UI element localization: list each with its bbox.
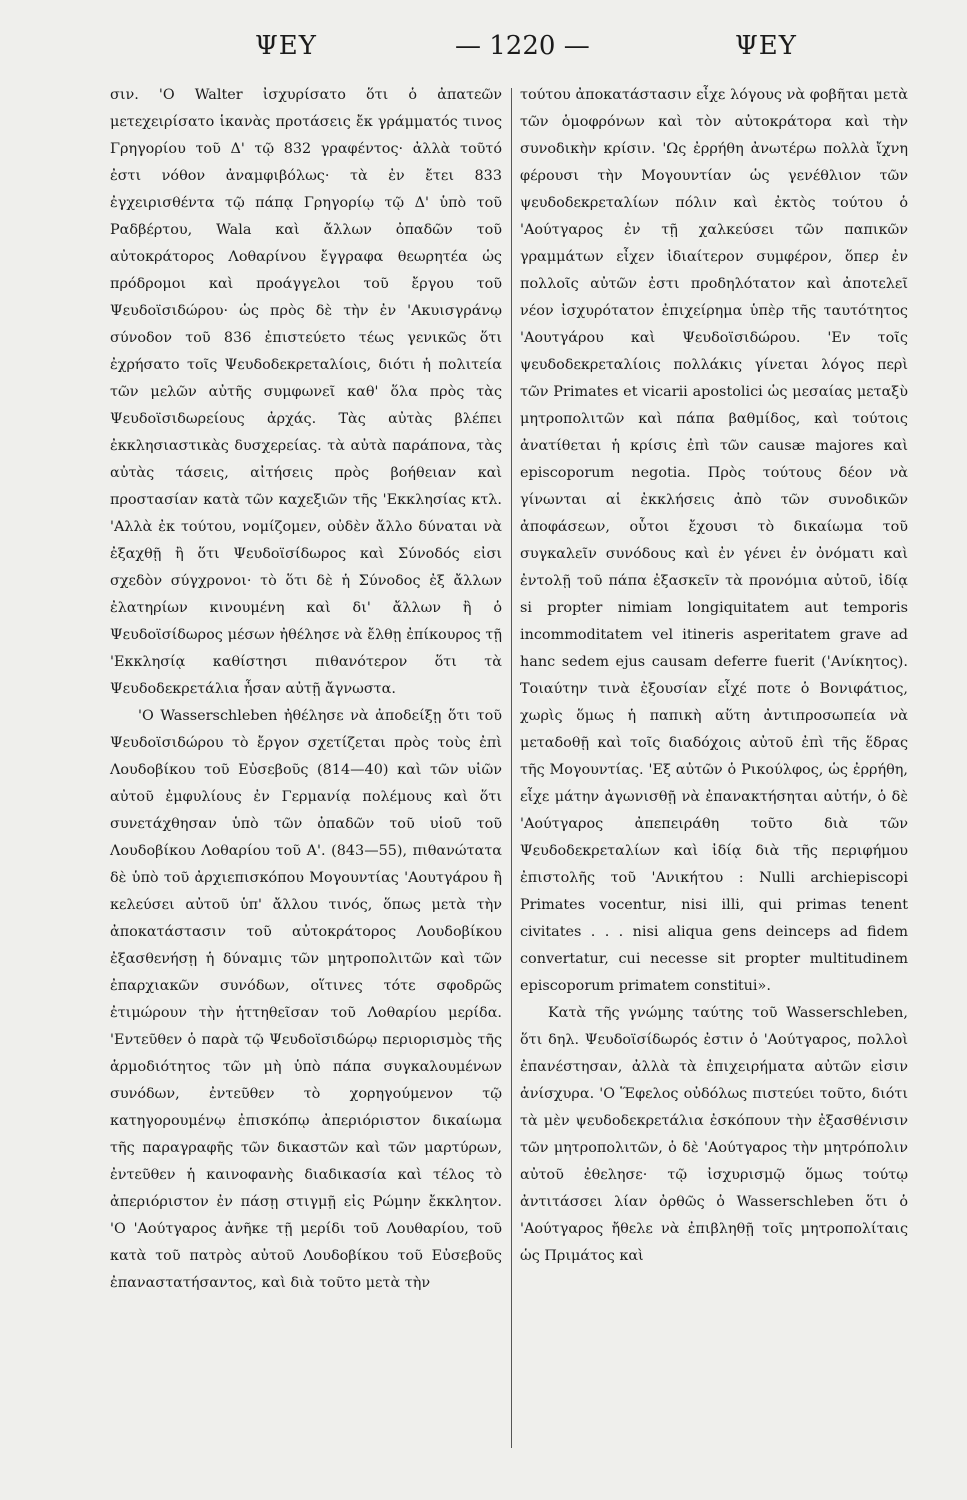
left-paragraph-1: σιν. 'Ο Walter ἰσχυρίσατο ὅτι ὁ ἀπατεῶν μετεχειρίσατο ἱκανὰς προτάσεις ἔκ γράμματός τινος Γρηγορίου τοῦ Δ' τῷ 832 γραφέντος· ἀλλὰ τοῦτό ἐστι νόθον ἀναμφιβόλως· τὰ ἐν ἔτει 833 ἐγχειρισθέντα τῷ πάπᾳ Γρηγορίῳ τῷ Δ' ὑπὸ τοῦ Ραδβέρτου, Wala καὶ ἄλλων ὀπαδῶν τοῦ αὐτοκράτορος Λοθαρίνου ἔγγραφα θεωρητέα ὡς πρόδρομοι καὶ προάγγελοι τοῦ ἔργου τοῦ Ψευδοϊσιδώρου· ὡς πρὸς δὲ τὴν ἐν 'Ακυισγράνῳ σύνοδον τοῦ 836 ἐπιστεύετο τέως γενικῶς ὅτι ἐχρήσατο τοῖς Ψευδοδεκρεταλίοις, διότι ἡ πολιτεία τῶν μελῶν αὐτῆς συμφωνεῖ καθ' ὅλα πρὸς τὰς Ψευδοϊσιδωρείους ἀρχάς. Τὰς αὐτὰς βλέπει ἐκκλησιαστικὰς δυσχερείας. τὰ αὐτὰ παράπονα, τὰς αὐτὰς τάσεις, αἰτήσεις πρὸς βοήθειαν καὶ προστασίαν κατὰ τῶν καχεξιῶν τῆς 'Εκκλησίας κτλ. 'Αλλὰ ἐκ τούτου, νομίζομεν, οὐδὲν ἄλλο δύναται νὰ ἐξαχθῇ ἢ ὅτι Ψευδοϊσίδωρος καὶ Σύνοδός εἰσι σχεδὸν σύγχρονοι· τὸ ὅτι δὲ ἡ Σύνοδος ἐξ ἄλλων ἐλατηρίων κινουμένη καὶ δι' ἄλλων ἢ ὁ Ψευδοϊσίδωρος μέσων ἠθέλησε νὰ ἔλθῃ ἐπίκουρος τῇ 'Εκκλησίᾳ καθίστησι πιθανότερον ὅτι τὰ Ψευδοδεκρετάλια ἦσαν αὐτῇ ἄγνωστα. xyxy=(110,87,502,697)
page-number: — 1220 — xyxy=(455,31,590,61)
right-running-head: ΨΕΥ xyxy=(735,31,797,61)
left-column xyxy=(110,82,502,1297)
left-running-head: ΨΕΥ xyxy=(255,31,317,61)
right-paragraph-1: τούτου ἀποκατάστασιν εἶχε λόγους νὰ φοβῆται μετὰ τῶν ὁμοφρόνων καὶ τὸν αὐτοκράτορα καὶ τὴν συνοδικὴν κρίσιν. 'Ως ἐρρήθη ἀνωτέρω πολλὰ ἴχνη φέρουσι τὴν Μογουντίαν ὡς γενέθλιον τῶν ψευδοδεκρεταλίων πόλιν καὶ ἐκτὸς τούτου ὁ 'Αούτγαρος ἐν τῇ χαλκεύσει τῶν παπικῶν γραμμάτων εἶχεν ἰδιαίτερον συμφέρον, ὅπερ ἐν πολλοῖς αὐτῶν ἐστι προδηλότατον καὶ ἀποτελεῖ νέον ἰσχυρότατον ἐπιχείρημα ὑπὲρ τῆς ταυτότητος 'Αουτγάρου καὶ Ψευδοϊσιδώρου. 'Εν τοῖς ψευδοδεκρεταλίοις πολλάκις γίνεται λόγος περὶ τῶν Primates et vicarii apostolici ὡς μεσαίας μεταξὺ μητροπολιτῶν καὶ πάπα βαθμίδος, καὶ τούτοις ἀνατίθεται ἡ κρίσις ἐπὶ τῶν causæ majores καὶ episcoporum negotia. Πρὸς τούτους δέον νὰ γίνωνται αἱ ἐκκλήσεις ἀπὸ τῶν συνοδικῶν ἀποφάσεων, οὗτοι ἔχουσι τὸ δικαίωμα τοῦ συγκαλεῖν συνόδους καὶ ἐν γένει ἐν ὀνόματι καὶ ἐντολῇ τοῦ πάπα ἐξασκεῖν τὰ προνόμια αὐτοῦ, ἰδίᾳ si propter nimiam longiquitatem aut temporis incommoditatem vel itineris asperitatem grave ad hanc sedem ejus causam deferre fuerit ('Ανίκητος). Τοιαύτην τινὰ ἐξουσίαν εἶχέ ποτε ὁ Βονιφάτιος, χωρὶς ὅμως ἡ παπικὴ αὕτη ἀντιπροσωπεία νὰ μεταδοθῇ καὶ τοῖς διαδόχοις αὐτοῦ ἐπὶ τῆς ἕδρας τῆς Μογουντίας. 'Εξ αὐτῶν ὁ Ρικούλφος, ὡς ἐρρήθη, εἶχε μάτην ἀγωνισθῇ νὰ ἐπανακτήσηται αὐτήν, ὁ δὲ 'Αούτγαρος ἀπεπειράθη τοῦτο διὰ τῶν Ψευδοδεκρεταλίων καὶ ἰδίᾳ διὰ τῆς περιφήμου ἐπιστολῆς τοῦ 'Ανικήτου : Nulli archiepiscopi Primates vocentur, nisi illi, qui primas tenent civitates . . . nisi aliqua gens deinceps ad fidem convertatur, cui necesse sit propter multitudinem episcoporum primatem constitui». xyxy=(520,87,908,994)
right-paragraph-2: Κατὰ τῆς γνώμης ταύτης τοῦ Wasserschleben, ὅτι δηλ. Ψευδοϊσίδωρός ἐστιν ὁ 'Αούτγαρος, πολλοὶ ἐπανέστησαν, ἀλλὰ τὰ ἐπιχειρήματα αὐτῶν εἰσιν ἀνίσχυρα. 'Ο Ἕφελος οὐδόλως πιστεύει τοῦτο, διότι τὰ μὲν ψευδοδεκρετάλια ἐσκόπουν τὴν ἐξασθένισιν τῶν μητροπολιτῶν, ὁ δὲ 'Αούτγαρος τὴν μητρόπολιν αὐτοῦ ἐθελησε· τῷ ἰσχυρισμῷ ὅμως τούτῳ ἀντιτάσσει λίαν ὀρθῶς ὁ Wasserschleben ὅτι ὁ 'Αούτγαρος ἤθελε νὰ ἐπιβληθῇ τοῖς μητροπολίταις ὡς Πριμάτος καὶ xyxy=(520,1005,908,1264)
left-paragraph-2: 'Ο Wasserschleben ἠθέλησε νὰ ἀποδείξῃ ὅτι τοῦ Ψευδοϊσιδώρου τὸ ἔργον σχετίζεται πρὸς τοὺς ἐπὶ Λουδοβίκου τοῦ Εὐσεβοῦς (814—40) καὶ τῶν υἱῶν αὐτοῦ ἐμφυλίους ἐν Γερμανίᾳ πολέμους καὶ ὅτι συνετάχθησαν ὑπὸ τῶν ὀπαδῶν τοῦ υἱοῦ τοῦ Λουδοβίκου Λοθαρίου τοῦ Α'. (843—55), πιθανώτατα δὲ ὑπὸ τοῦ ἀρχιεπισκόπου Μογουντίας 'Αουτγάρου ἢ κελεύσει αὐτοῦ ὑπ' ἄλλου τινός, ὅπως μετὰ τὴν ἀποκατάστασιν τοῦ αὐτοκράτορος Λουδοβίκου ἐξασθενήσῃ ἡ δύναμις τῶν μητροπολιτῶν καὶ τῶν ἐπαρχιακῶν συνόδων, οἵτινες τότε σφοδρῶς ἐτιμώρουν τὴν ἡττηθεῖσαν τοῦ Λοθαρίου μερίδα. 'Εντεῦθεν ὁ παρὰ τῷ Ψευδοϊσιδώρῳ περιορισμὸς τῆς ἁρμοδιότητος τῶν μὴ ὑπὸ πάπα συγκαλουμένων συνόδων, ἐντεῦθεν τὸ χορηγούμενον τῷ κατηγορουμένῳ ἐπισκόπῳ ἀπεριόριστον δικαίωμα τῆς παραγραφῆς τῶν δικαστῶν καὶ τῶν μαρτύρων, ἐντεῦθεν ἡ καινοφανὴς διαδικασία καὶ τέλος τὸ ἀπεριόριστον ἐν πάσῃ στιγμῇ εἰς Ρώμην ἔκκλητον. 'Ο 'Αούτγαρος ἀνῆκε τῇ μερίδι τοῦ Λουθαρίου, τοῦ κατὰ τοῦ πατρὸς αὐτοῦ Λουδοβίκου τοῦ Εὐσεβοῦς ἐπαναστατήσαντος, καὶ διὰ τοῦτο μετὰ τὴν xyxy=(110,708,502,1291)
column-divider xyxy=(511,88,512,1448)
page-header xyxy=(0,28,967,68)
right-column xyxy=(520,82,908,1270)
